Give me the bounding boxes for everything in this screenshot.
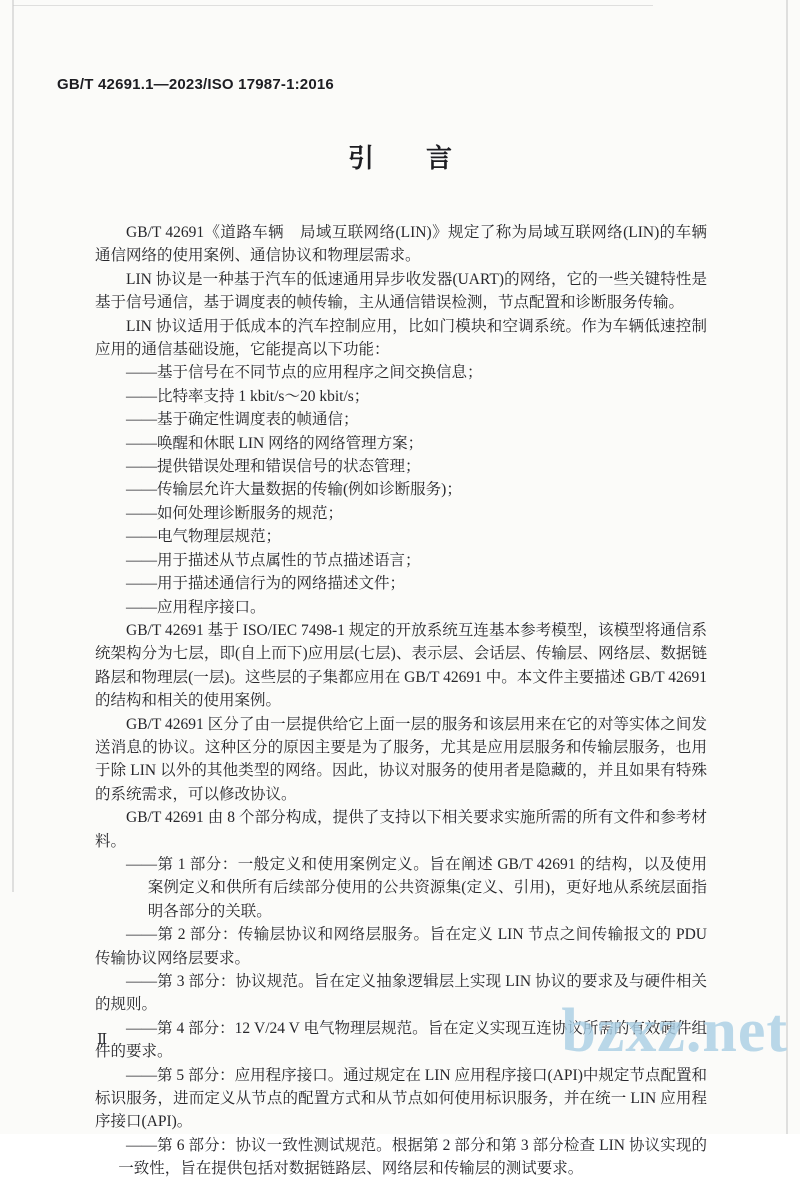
scan-edge-top — [13, 5, 653, 6]
list-item: ——比特率支持 1 kbit/s～20 kbit/s； — [126, 387, 370, 405]
watermark-text: bzxz.net — [561, 997, 788, 1065]
paragraph: GB/T 42691 由 8 个部分构成，提供了支持以下相关要求实施所需的所有文件和参考材料。 — [95, 809, 707, 850]
page-title: 引 言 — [347, 143, 452, 173]
scan-edge-left — [12, 0, 14, 892]
list-item: ——用于描述通信行为的网络描述文件； — [126, 575, 406, 593]
list-item: ——应用程序接口。 — [126, 598, 266, 616]
list-item: ——第 5 部分：应用程序接口。通过规定在 LIN 应用程序接口(API)中规定节点配置和标识服务，进而定义从节点的配置方式和从节点如何使用标识服务，并在统一 LIN 应用程序接口(API)。 — [95, 1066, 707, 1131]
list-item: ——第 3 部分：协议规范。旨在定义抽象逻辑层上实现 LIN 协议的要求及与硬件相关的规则。 — [95, 973, 707, 1014]
paragraph: GB/T 42691《道路车辆 局域互联网络(LIN)》规定了称为局域互联网络(LIN)的车辆通信网络的使用案例、通信协议和物理层需求。 — [95, 224, 707, 265]
paragraph: LIN 协议是一种基于汽车的低速通用异步收发器(UART)的网络，它的一些关键特性是基于信号通信，基于调度表的帧传输，主从通信错误检测，节点配置和诊断服务传输。 — [95, 270, 707, 312]
paragraph: LIN 协议适用于低成本的汽车控制应用，比如门模块和空调系统。作为车辆低速控制应用的通信基础设施，它能提高以下功能： — [95, 317, 707, 359]
list-item: ——提供错误处理和错误信号的状态管理； — [126, 458, 421, 476]
list-item: ——传输层允许大量数据的传输(例如诊断服务)； — [126, 481, 462, 499]
paragraph: GB/T 42691 区分了由一层提供给它上面一层的服务和该层用来在它的对等实体之间发送消息的协议。这种区分的原因主要是为了服务，尤其是应用层服务和传输层服务，也用于除 LIN 以外的其他类型的网络。因此，协议对服务的使用者是隐藏的，并且如果有特殊的系统需求，可以修改协议。 — [95, 715, 707, 803]
list-item: ——用于描述从节点属性的节点描述语言； — [126, 551, 421, 569]
page-number: Ⅱ — [97, 1032, 108, 1048]
list-item: ——唤醒和休眠 LIN 网络的网络管理方案； — [126, 434, 424, 452]
list-item: ——基于信号在不同节点的应用程序之间交换信息； — [126, 364, 483, 382]
list-item: ——第 2 部分：传输层协议和网络层服务。旨在定义 LIN 节点之间传输报文的 PDU 传输协议网络层要求。 — [95, 926, 707, 967]
list-item: ——第 1 部分：一般定义和使用案例定义。旨在阐述 GB/T 42691 的结构，以及使用案例定义和供所有后续部分使用的公共资源集(定义、引用)，更好地从系统层面指明各部分的关联。 — [126, 855, 707, 920]
list-item: ——如何处理诊断服务的规范； — [126, 504, 344, 522]
list-item: ——第 4 部分：12 V/24 V 电气物理层规范。旨在定义实现互连协议所需的有效硬件组件的要求。 — [95, 1019, 707, 1061]
list-item: ——第 6 部分：协议一致性测试规范。根据第 2 部分和第 3 部分检查 LIN 协议实现的一致性，旨在提供包括对数据链路层、网络层和传输层的测试要求。 — [118, 1136, 707, 1178]
document-body — [95, 221, 707, 1181]
paragraph: GB/T 42691 基于 ISO/IEC 7498-1 规定的开放系统互连基本参考模型，该模型将通信系统架构分为七层，即(自上而下)应用层(七层)、表示层、会话层、传输层、网络层、数据链路层和物理层(一层)。这些层的子集都应用在 GB/T 42691 中。本文件主要描述 GB/T 42691 的结构和相关的使用案例。 — [95, 621, 707, 710]
document-number: GB/T 42691.1—2023/ISO 17987-1:2016 — [57, 76, 334, 93]
list-item: ——电气物理层规范； — [126, 528, 282, 546]
list-item: ——基于确定性调度表的帧通信； — [126, 411, 359, 429]
